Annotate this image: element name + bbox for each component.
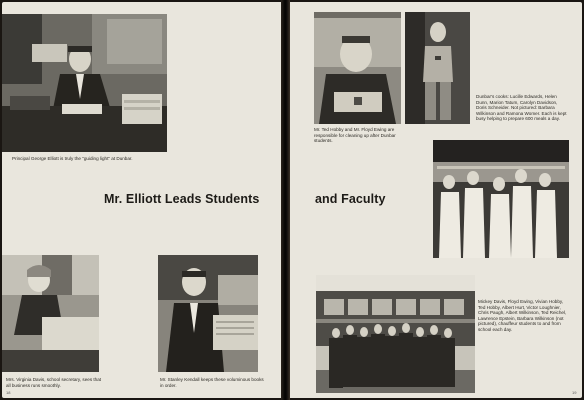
photo-ted-hobby [314,12,401,124]
caption-kendall: Mr. Stanley Kendall keeps these voluminous books in order. [160,377,264,388]
photo-stanley-kendall [158,255,258,372]
book-gutter [281,0,290,400]
caption-principal: Principal George Elliott is truly the "guiding light" at Dunbar. [12,156,133,161]
photo-principal-at-desk [2,14,167,152]
photo-cooks [433,140,569,258]
caption-custodians: Mr. Ted Hobby and Mr. Floyd Ewing are responsible for cleaning up after Dunbar students. [314,127,396,144]
left-page [2,2,281,398]
photo-bus-drivers [316,275,475,393]
heading-right: and Faculty [315,192,386,206]
right-page [290,2,582,398]
photo-floyd-ewing [405,12,470,124]
caption-cooks: Dunbar's cooks: Lucille Edwards, Helen Dunn, Marion Tatum, Carolyn Davidson, Doris Schneider. Not pictured: Barbara Wilkinson and Ramona Womer. Each is kept busy helping to prepare 600 meals a day. [476,94,567,122]
caption-secretary: Mrs. Virginia Davis, school secretary, sees that all business runs smoothly. [6,377,102,388]
page-number-right: 19 [572,390,577,395]
caption-bus-drivers: Mickey Davis, Floyd Ewing, Vivian Hobby, Ted Hobby, Albert Hurt, Victor Loughnier, Chris Paugh, Albert Wilkinson, Ted Reichel, Lawrence Epstein, Barbara Wilkinson (not pictured), chauffeur students to and from school each day. [478,299,567,332]
page-number-left: 18 [6,390,11,395]
photo-secretary [2,255,99,372]
heading-left: Mr. Elliott Leads Students [104,192,260,206]
